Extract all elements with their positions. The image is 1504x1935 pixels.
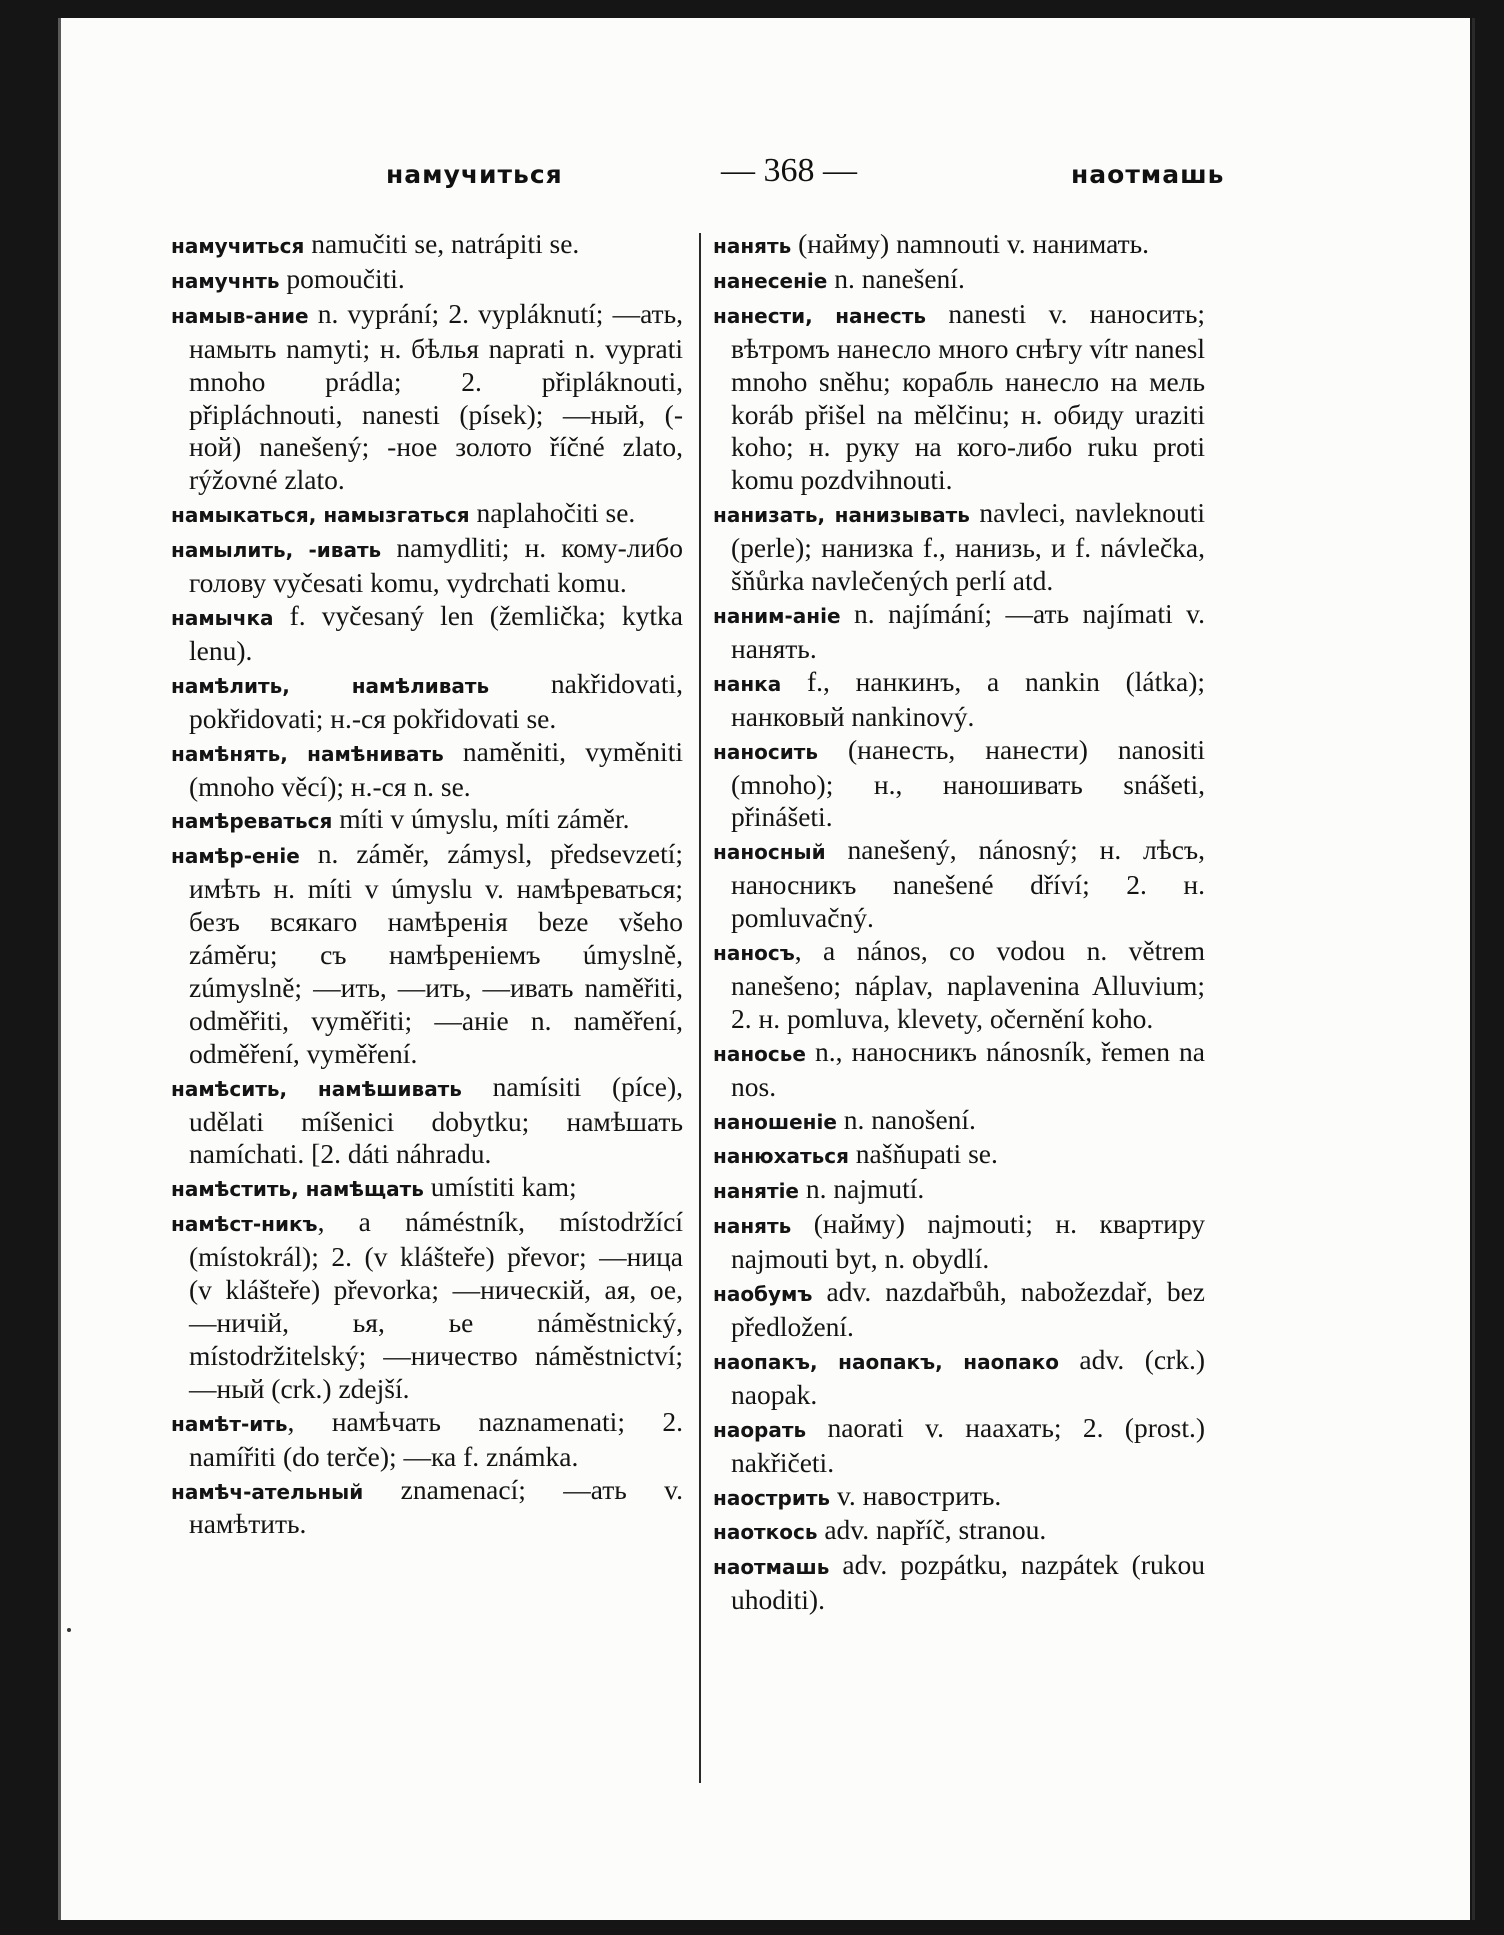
entry-definition: navleci, navleknouti (perle); нанизка f., нанизь, и f. návlečka, šňůrka navlečených perlí atd. <box>731 497 1205 597</box>
entry-headword: намучнть <box>171 268 280 293</box>
entry-definition: , a náméstník, místodržící (místokrál); 2. (v klášteře) převor; —ница (v klášteře) převorka; —ническій, ая, ое, —ничій, ья, ье náměstnický, místodržitelský; —ничество náměstnictví; —ный (crk.) zdejší. <box>189 1206 683 1404</box>
header-right-headword: наотмашь <box>1071 160 1225 189</box>
dictionary-entry <box>713 834 1205 935</box>
entry-headword: намѣр-еніе <box>171 844 300 869</box>
entry-headword: наобумъ <box>713 1282 813 1307</box>
entry-headword: нанизать, нанизывать <box>713 503 970 528</box>
entry-headword: намычка <box>171 605 274 630</box>
entry-headword: наопакъ, наопакъ, наопако <box>713 1349 1059 1374</box>
entry-headword: наносье <box>713 1041 806 1066</box>
entry-definition: pomoučiti. <box>279 262 405 294</box>
entry-definition: adv. (crk.) naopak. <box>731 1343 1205 1410</box>
entry-definition: naměniti, vyměniti (mnoho věcí); н.-ся n. se. <box>189 735 683 802</box>
entry-definition: namísiti (píce), udělati míšenici dobytku; намѣшать namíchati. [2. dáti náhradu. <box>189 1070 683 1170</box>
entry-definition: adv. pozpátku, nazpátek (rukou uhoditi). <box>731 1549 1205 1616</box>
page-edge-line <box>1472 18 1475 1920</box>
dictionary-entry <box>713 598 1205 666</box>
dictionary-entry <box>171 803 683 838</box>
entry-headword: наотмашь <box>713 1555 830 1580</box>
entry-headword: наносъ <box>713 941 795 966</box>
entry-definition: adv. nazdařbůh, nabožezdař, bez předložení. <box>731 1276 1205 1342</box>
entry-definition: adv. napříč, stranou. <box>817 1514 1047 1546</box>
entry-headword: намѣстить, намѣщать <box>171 1177 424 1202</box>
dictionary-entry <box>171 736 683 804</box>
entry-definition: (найму) najmouti; н. квартиру najmouti byt, n. obydlí. <box>731 1208 1205 1275</box>
entry-headword: намѣреваться <box>171 809 333 834</box>
dictionary-entry <box>713 666 1205 734</box>
entry-definition: n. nanošení. <box>836 1103 976 1135</box>
entry-definition: (найму) namnouti v. нанимать. <box>791 228 1150 259</box>
column-divider <box>699 233 701 1783</box>
entry-headword: нанять <box>713 1214 792 1239</box>
entry-definition: umístiti kam; <box>423 1171 577 1203</box>
entry-definition: n. nanešení. <box>827 262 965 294</box>
entry-definition: nanešený, nánosný; н. лѣсъ, наносникъ nanešené dříví; 2. н. pomluvačný. <box>731 834 1205 934</box>
entry-definition: f., нанкинъ, a nankin (látka); нанковый nankinový. <box>731 665 1205 732</box>
page-number: — 368 — <box>721 152 857 189</box>
dictionary-entry <box>171 1171 683 1206</box>
dictionary-entry <box>713 263 1205 298</box>
entry-headword: нанка <box>713 671 782 696</box>
entry-headword: наоткось <box>713 1520 818 1545</box>
entry-headword: наострить <box>713 1485 831 1510</box>
dictionary-entry <box>713 298 1205 497</box>
entry-definition: n., наносникъ nánosník, řemen na nos. <box>731 1035 1205 1102</box>
dictionary-entry <box>171 298 683 497</box>
entry-definition: n. najímání; —ать najímati v. нанять. <box>731 597 1205 664</box>
entry-headword: намѣсить, намѣшивать <box>171 1076 462 1101</box>
entry-headword: нанесеніе <box>713 268 828 293</box>
entry-headword: намѣч-ательный <box>171 1479 364 1504</box>
dictionary-entry <box>171 600 683 668</box>
dictionary-entry <box>713 1549 1205 1617</box>
entry-definition: našňupati se. <box>848 1138 998 1170</box>
entry-definition: , намѣчать naznamenati; 2. namířiti (do terče); —ка f. známka. <box>189 1405 683 1472</box>
right-column <box>713 228 1205 1617</box>
entry-headword: намѣнять, намѣнивать <box>171 741 444 766</box>
entry-definition: n. vyprání; 2. vypláknutí; —ать, намыть namyti; н. бѣлья naprati n. vyprati mnoho prádla; 2. připláknouti, připláchnouti, nanesti (písek); —ный, (-ной) nanešený; -ное золото říčné zlato, rýžovné zlato. <box>189 297 683 496</box>
entry-definition: namučiti se, natrápiti se. <box>304 228 580 259</box>
entry-headword: нанятіе <box>713 1179 799 1204</box>
dictionary-entry <box>713 1208 1205 1276</box>
entry-headword: намылить, -ивать <box>171 538 382 563</box>
entry-definition: namydliti; н. кому-либо голову vyčesati komu, vydrchati komu. <box>189 532 683 599</box>
entry-definition: nanesti v. наносить; вѣтромъ нанесло много снѣгу vítr nanesl mnoho sněhu; корабль нанесло на мель koráb přišel na mělčinu; н. обиду uraziti koho; н. руку на кого-либо ruku proti komu pozdvihnouti. <box>731 297 1205 496</box>
dictionary-page <box>58 18 1461 1920</box>
entry-headword: намѣт-ить <box>171 1411 288 1436</box>
dictionary-entry <box>171 532 683 600</box>
entry-headword: намыв-ание <box>171 303 309 328</box>
entry-headword: наорать <box>713 1417 807 1442</box>
dictionary-entry <box>713 1104 1205 1139</box>
dictionary-entry <box>171 228 683 263</box>
dictionary-entry <box>713 1276 1205 1344</box>
dictionary-entry <box>713 1412 1205 1480</box>
entry-headword: нанюхаться <box>713 1144 849 1169</box>
entry-headword: нанести, нанесть <box>713 303 926 328</box>
entry-headword: намѣлить, намѣливать <box>171 673 490 698</box>
dictionary-entry <box>171 668 683 736</box>
entry-definition: , a nános, co vodou n. větrem nanešeno; náplav, naplavenina Alluvium; 2. н. pomluva, klevety, očernění koho. <box>731 935 1205 1034</box>
dictionary-entry <box>171 1474 683 1542</box>
dictionary-entry <box>171 263 683 298</box>
dictionary-entry <box>713 1138 1205 1173</box>
entry-headword: наношеніе <box>713 1109 837 1134</box>
dictionary-entry <box>713 1514 1205 1549</box>
dictionary-entry <box>171 1406 683 1474</box>
page-header <box>61 140 1461 200</box>
entry-headword: наним-аніе <box>713 603 841 628</box>
entry-definition: n. najmutí. <box>799 1173 925 1205</box>
next-page-edge <box>1458 18 1470 1920</box>
entry-definition: naorati v. наахать; 2. (prost.) nakřičeti. <box>731 1411 1205 1478</box>
entry-definition: znamenací; —ать v. намѣтить. <box>189 1473 683 1540</box>
entry-definition: naplahočiti se. <box>469 497 636 529</box>
dictionary-entry <box>713 1036 1205 1104</box>
entry-definition: v. навострить. <box>830 1479 1002 1511</box>
entry-definition: míti v úmyslu, míti záměr. <box>332 803 630 835</box>
dictionary-entry <box>713 734 1205 835</box>
dictionary-entry <box>713 497 1205 598</box>
header-left-headword: намучиться <box>386 160 563 189</box>
dictionary-entry <box>713 228 1205 263</box>
dictionary-entry <box>171 497 683 532</box>
entry-headword: намѣст-никъ <box>171 1212 318 1237</box>
dictionary-entry <box>713 935 1205 1036</box>
entry-definition: nakřidovati, pokřidovati; н.-ся pokřidovati se. <box>189 667 683 734</box>
entry-headword: наносить <box>713 739 818 764</box>
dictionary-entry <box>171 838 683 1070</box>
entry-headword: нанять <box>713 234 792 258</box>
entry-headword: наносный <box>713 840 826 865</box>
entry-headword: намучиться <box>171 234 305 258</box>
dictionary-entry <box>171 1206 683 1405</box>
scan-speck <box>67 1628 71 1632</box>
entry-definition: n. záměr, zámysl, předsevzetí; имѣть н. míti v úmyslu v. намѣреваться; безъ всякаго намѣренія beze všeho záměru; съ намѣреніемъ úmyslně, zúmyslně; —ить, —ить, —ивать naměřiti, odměřiti, vyměřiti; —аніе n. naměření, odměření, vyměření. <box>189 838 683 1069</box>
entry-headword: намыкаться, намызгаться <box>171 503 470 528</box>
entry-definition: f. vyčesaný len (žemlička; kytka lenu). <box>189 599 683 666</box>
entry-definition: (нанесть, нанести) nanositi (mnoho); н., наношивать snášeti, přinášeti. <box>731 733 1205 833</box>
dictionary-entry <box>713 1480 1205 1515</box>
dictionary-entry <box>171 1071 683 1172</box>
dictionary-entry <box>713 1344 1205 1412</box>
left-column <box>171 228 683 1541</box>
dictionary-entry <box>713 1173 1205 1208</box>
